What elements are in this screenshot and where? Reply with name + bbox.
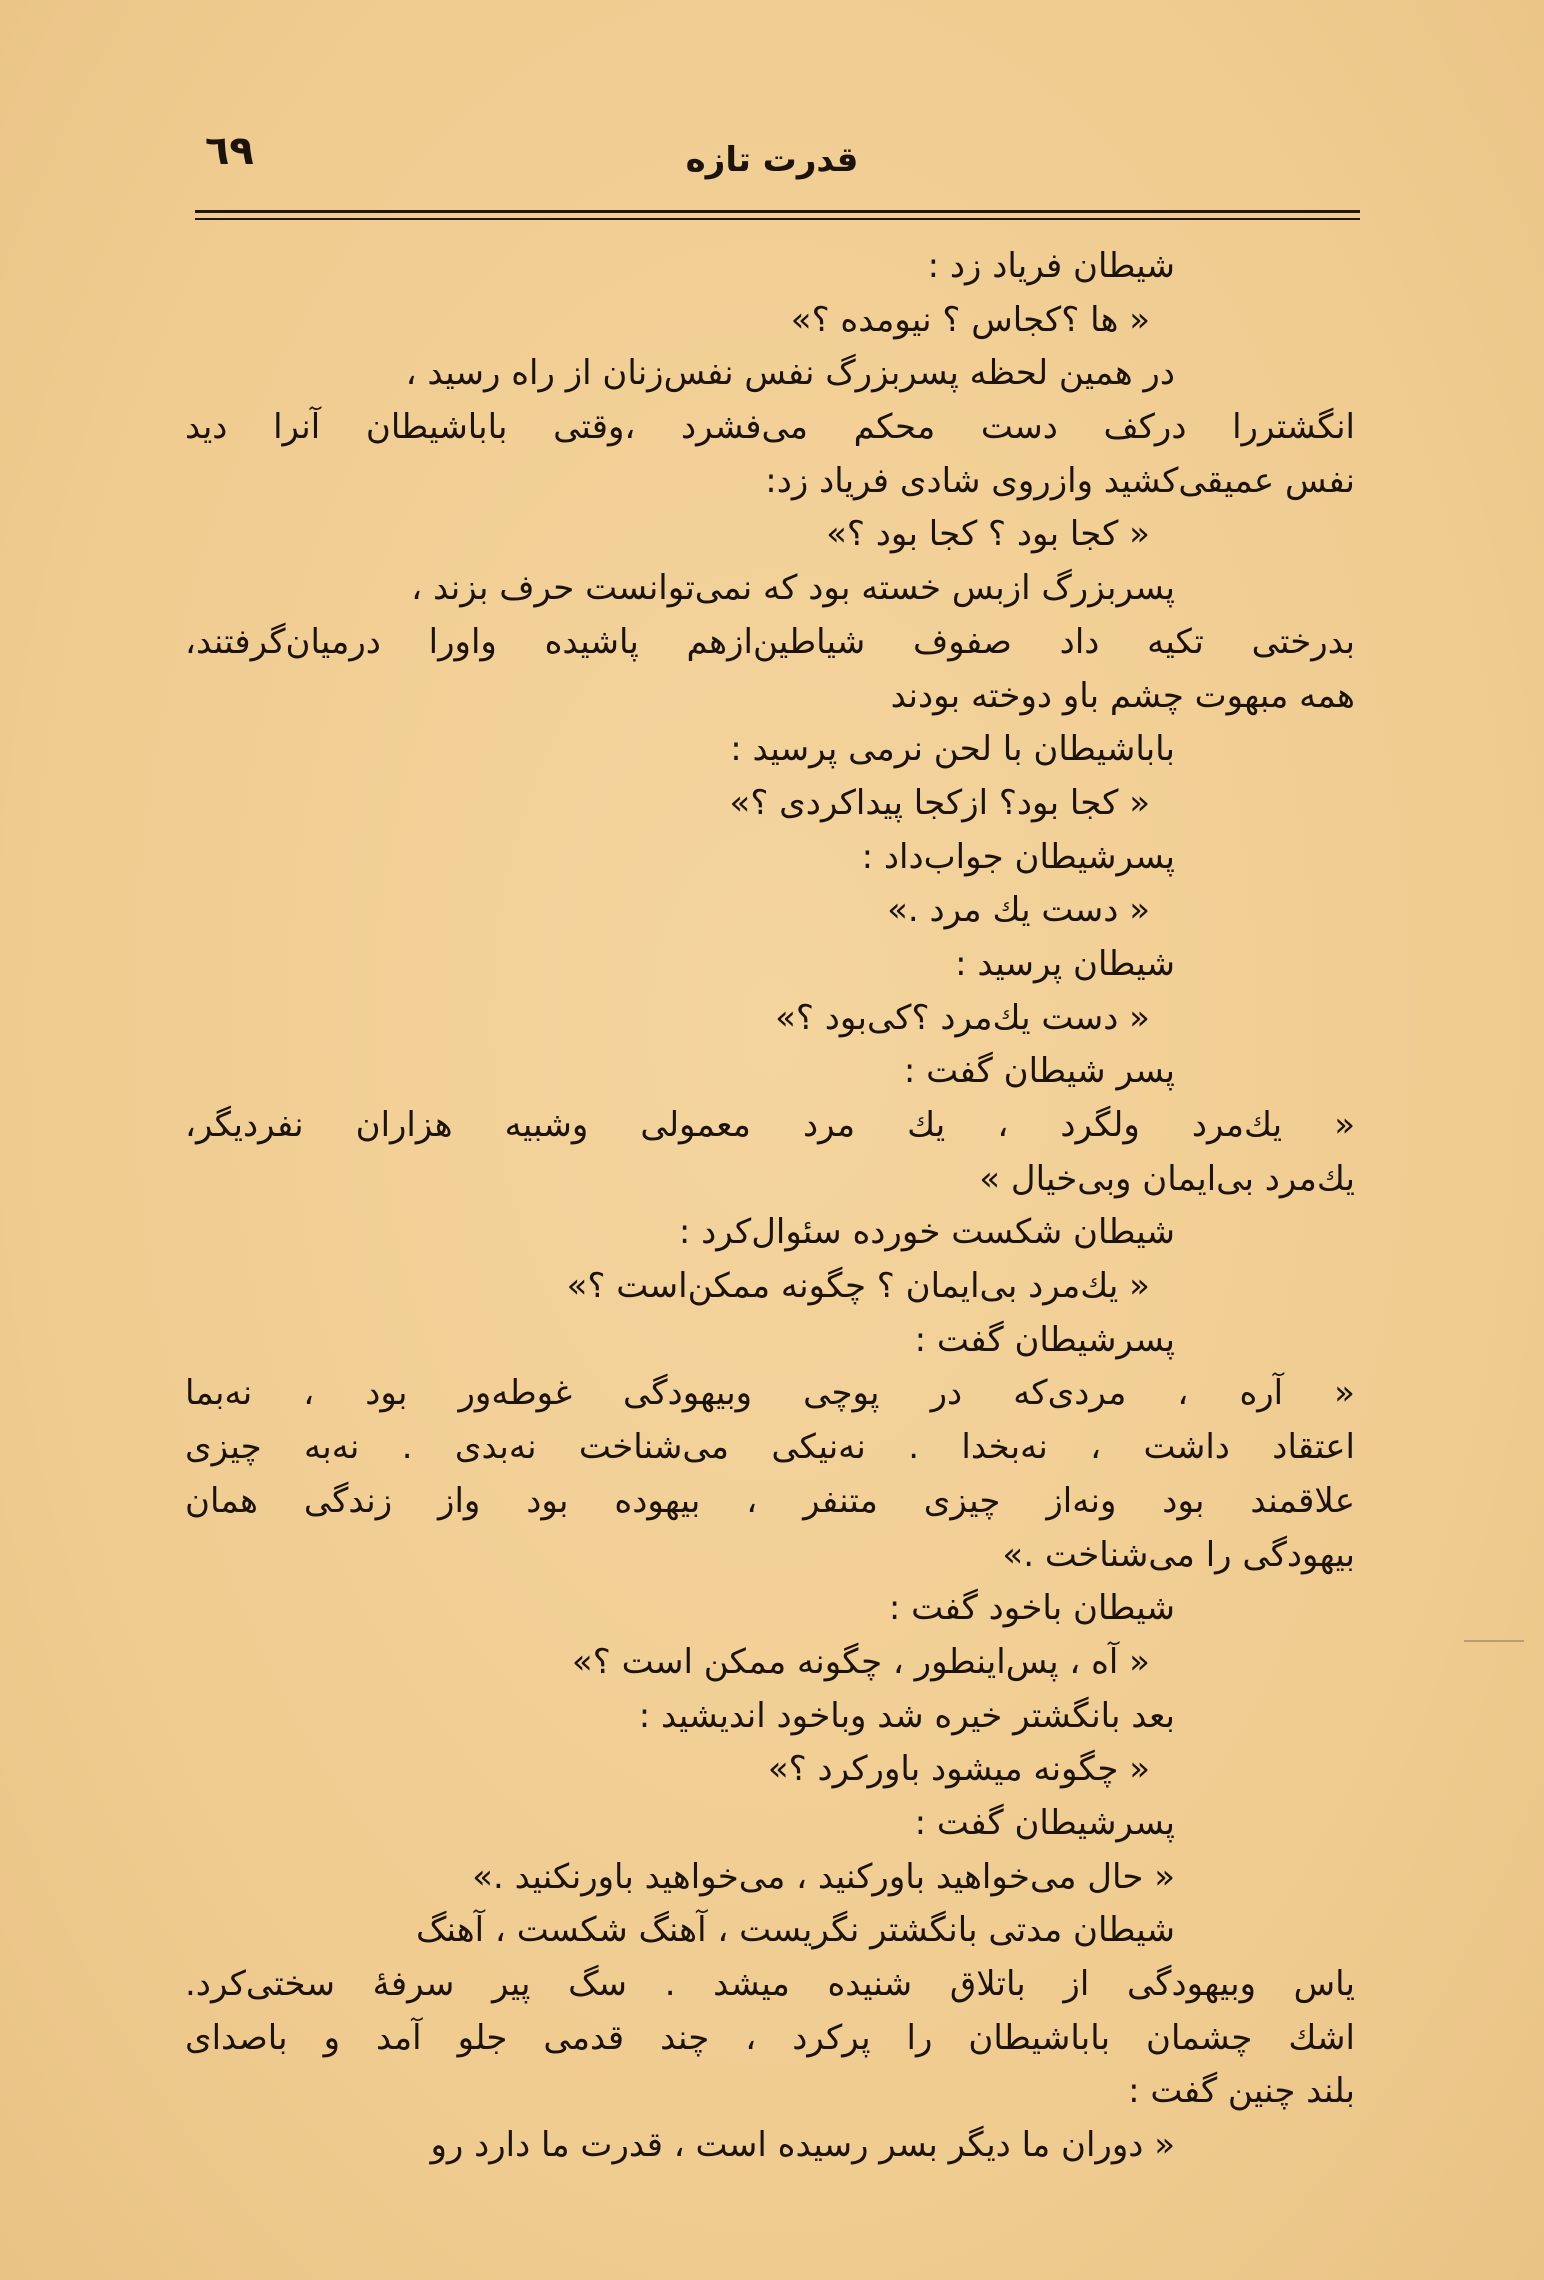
text-line: بیهودگی را می‌شناخت .» <box>1002 1534 1355 1575</box>
text-line: پسر شیطان گفت : <box>903 1051 1175 1092</box>
text-line: اشك چشمان باباشیطان را پرکرد ، چند قدمی جلو آمد و باصدای <box>185 2017 1355 2058</box>
text-line: « دوران ما دیگر بسر رسیده است ، قدرت ما دارد رو <box>430 2125 1175 2166</box>
text-line: باباشیطان با لحن نرمی پرسید : <box>730 729 1175 770</box>
text-line: در همین لحظه پسربزرگ نفس نفس‌زنان از راه رسید ، <box>405 353 1175 394</box>
text-line: شیطان باخود گفت : <box>888 1588 1175 1629</box>
text-line: « چگونه میشود باورکرد ؟» <box>767 1749 1150 1790</box>
text-line: « ها ؟کجاس ؟ نیومده ؟» <box>790 299 1150 340</box>
text-line: شیطان مدتی بانگشتر نگریست ، آهنگ شکست ، آهنگ <box>416 1910 1175 1951</box>
text-line: « دست یك‌مرد ؟کی‌بود ؟» <box>775 997 1150 1038</box>
text-line: اعتقاد داشت ، نه‌بخدا . نه‌نیکی می‌شناخت نه‌بدی . نه‌به چیزی <box>185 1427 1355 1468</box>
text-line: پسربزرگ ازبس خسته بود که نمی‌توانست حرف بزند ، <box>411 568 1175 609</box>
header-rule-top <box>195 210 1360 213</box>
text-line: پسرشیطان جواب‌داد : <box>861 836 1175 877</box>
text-line: بلند چنین گفت : <box>1128 2071 1355 2112</box>
text-line: علاقمند بود ونه‌از چیزی متنفر ، بیهوده بود واز زندگی همان <box>185 1480 1355 1521</box>
text-line: « یك‌مرد ولگرد ، یك مرد معمولی وشبیه هزاران نفردیگر، <box>185 1105 1355 1145</box>
text-line: « کجا بود ؟ کجا بود ؟» <box>826 514 1150 555</box>
text-line: پسرشیطان گفت : <box>914 1319 1175 1360</box>
text-line: نفس عمیقی‌کشید وازروی شادی فریاد زد: <box>765 460 1355 501</box>
text-line: شیطان فریاد زد : <box>927 246 1175 286</box>
text-line: « کجا بود؟ ازکجا پیداکردی ؟» <box>729 782 1150 823</box>
text-line: یك‌مرد بی‌ایمان وبی‌خیال » <box>979 1158 1355 1199</box>
body-text <box>185 240 1355 2173</box>
text-line: انگشتررا درکف دست محکم می‌فشرد ،وقتی باباشیطان آنرا دید <box>185 407 1355 448</box>
text-line: همه مبهوت چشم باو دوخته بودند <box>890 675 1355 716</box>
text-line: « یك‌مرد بی‌ایمان ؟ چگونه ممکن‌است ؟» <box>566 1266 1150 1307</box>
text-line: « آه ، پس‌اینطور ، چگونه ممکن است ؟» <box>571 1641 1150 1682</box>
header-rule-bottom <box>195 218 1360 220</box>
text-line: شیطان شکست خورده سئوال‌کرد : <box>678 1212 1175 1253</box>
page-edge-mark <box>1464 1640 1524 1656</box>
running-title: قدرت تازه <box>685 140 859 180</box>
text-line: شیطان پرسید : <box>955 943 1175 984</box>
text-line: « دست یك مرد .» <box>887 890 1150 931</box>
page-number: ٦٩ <box>205 128 254 174</box>
text-line: « حال می‌خواهید باورکنید ، می‌خواهید باورنکنید .» <box>472 1856 1175 1897</box>
text-line: بعد بانگشتر خیره شد وباخود اندیشید : <box>638 1695 1175 1736</box>
text-line: « آره ، مردی‌که در پوچی وبیهودگی غوطه‌ور بود ، نه‌بما <box>185 1373 1355 1414</box>
text-line: پسرشیطان گفت : <box>914 1802 1175 1843</box>
text-line: یاس وبیهودگی از باتلاق شنیده میشد . سگ پیر سرفهٔ سختی‌کرد. <box>185 1964 1355 2004</box>
text-line: بدرختی تکیه داد صفوف شیاطین‌ازهم پاشیده واورا درمیان‌گرفتند، <box>185 621 1355 662</box>
